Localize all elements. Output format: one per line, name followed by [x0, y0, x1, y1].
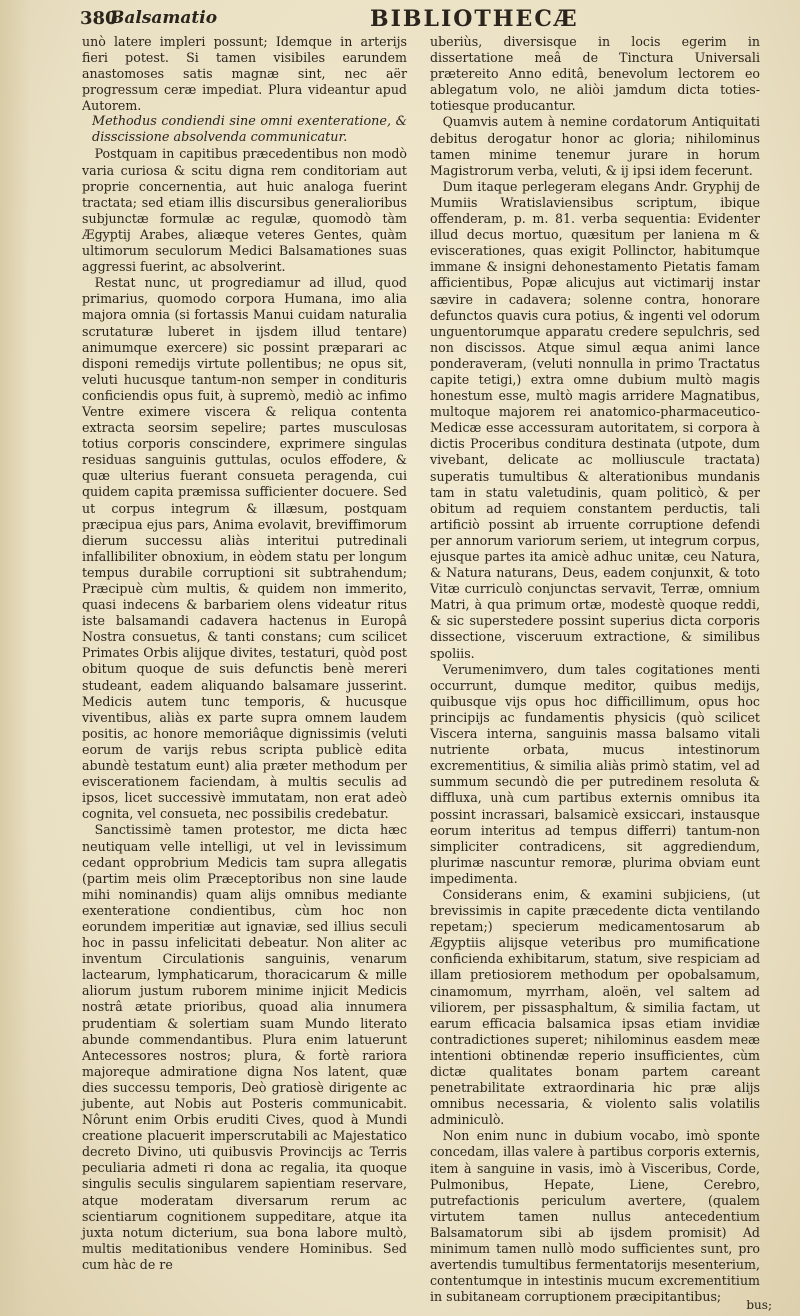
- paragraph: Quamvis autem à nemine cordatorum Antiquitati debitus derogatur honor ac gloria; nihilominus tamen minime tenemur jurare in horum Magistrorum verba, veluti, & ij ipsi idem fecerunt.: [430, 114, 760, 178]
- paragraph: Postquam in capitibus præcedentibus non modò varia curiosa & scitu digna rem conditoriam aut proprie concernentia, aut huic analoga fuerint tractata; sed etiam illis discursibus generalioribus subjunctæ formulæ ac regulæ, quomodò tàm Ægyptij Arabes, aliæque veteres Gentes, quàm ultimorum seculorum Medici Balsamationes suas aggressi fuerint, ac absolverint.: [82, 146, 407, 275]
- paragraph: unò latere impleri possunt; Idemque in arterijs fieri potest. Si tamen visibiles earundem anastomoses satis magnæ sint, nec aër progressum ceræ impediat. Plura videantur apud Autorem.: [82, 34, 407, 114]
- paragraph: Considerans enim, & examini subjiciens, (ut brevissimis in capite præcedente dicta ventilando repetam;) specierum medicamentosarum ab Ægyptiis alijsque veteribus pro mumificatione conficienda exhibitarum, statum, sive respiciam ad illam pretiosiorem methodum per opobalsamum, cinamomum, myrrham, aloën, vel saltem ad viliorem, per pissasphaltum, & similia factam, ut earum efficacia balsamica ipsas etiam invidiæ contradictiones superet; nihilominus easdem meæ intentioni obtinendæ reperio insufficientes, cùm dictæ qualitates bonam partem careant penetrabilitate extraordinaria hic præ alijs omnibus necessaria, & violento salis volatilis adminiculò.: [430, 886, 760, 1128]
- page-number: 380: [80, 8, 118, 29]
- book-title: BIBLIOTHECÆ: [370, 6, 579, 32]
- section-heading: Methodus condiendi sine omni exenteratione, & disscissione absolvenda communicatur.: [92, 114, 407, 146]
- paragraph: uberiùs, diversisque in locis egerim in dissertatione meâ de Tinctura Universali prætereito Anno editâ, benevolum lectorem eo ablegatum volo, ne aliòi jamdum dicta toties-totiesque producantur.: [430, 34, 760, 114]
- page-header: [80, 6, 780, 36]
- right-column: [430, 34, 760, 1305]
- paragraph: Dum itaque perlegeram elegans Andr. Gryphij de Mumiis Wratislaviensibus scriptum, ibique offenderam, p. m. 81. verba sequentia: Evidenter illud decus mortuo, quæsitum per laniena m & eviscerationes, quas exigit Pollinctor, habitumque immane & insigni dehonestamento Pietatis famam afficientibus, Popæ alicujus aut victimarij instar sævire in cadavera; solenne contra, honorare defunctos quavis cura potius, & ingenti vel odorum unguentorumque apparatu credere sepulchris, sed non discissos. Atque simul æqua animi lance ponderaveram, (veluti nonnulla in primo Tractatus capite tetigi,) extra omne dubium multò magis honestum esse, multò magis arridere Magnatibus, multoque majorem rei anatomico-pharmaceutico-Medicæ esse accessuram autoritatem, si corpora à dictis Proceribus conditura destinata (utpote, dum vivebant, delicate ac molliuscule tractata) superatis tumultibus & alterationibus mundanis tam in statu valetudinis, quam politicò, & per obitum ad requiem constantem perductis, tali artificiò possint ab irruente corruptione defendi per annorum variorum seriem, ut integrum corpus, ejusque partes ita amicè adhuc unitæ, ceu Natura, & Natura naturans, Deus, eadem conjunxit, & toto Vitæ curriculò conjunctas servavit, Terræ, omnium Matri, à qua primum ortæ, modestè quoque reddi, & sic superstedere possint superius dicta corporis dissectione, visceruum extractione, & similibus spoliis.: [430, 178, 760, 661]
- paragraph: Non enim nunc in dubium vocabo, imò sponte concedam, illas valere à partibus corporis externis, item à sanguine in vasis, imò à Visceribus, Corde, Pulmonibus, Hepate, Liene, Cerebro, putrefactionis periculum avertere, (qualem virtutem tamen nullus antecedentium Balsamatorum sibi ab ijsdem promisit) Ad minimum tamen nullò modo sufficientes sunt, pro avertendis tumultibus fermentatorijs mesenterium, contentumque in intestinis mucum excrementitium in subitaneam corruptionem præcipitantibus;: [430, 1128, 760, 1305]
- paragraph: Sanctissimè tamen protestor, me dicta hæc neutiquam velle intelligi, ut vel in levissimum cedant opprobrium Medicis tam supra allegatis (partim meis olim Præceptoribus non sine laude mihi nominandis) quam alijs omnibus mediante exenteratione condientibus, cùm hoc non eorundem imperitiæ aut ignaviæ, sed illius seculi hoc in passu infelicitati debeatur. Non aliter ac inventum Circulationis sanguinis, venarum lactearum, lymphaticarum, thoracicarum & mille aliorum justum ruborem minime injicit Medicis nostrâ ætate prioribus, quoad alia innumera prudentiam & solertiam suam Mundo literato abunde commendantibus. Plura enim latuerunt Antecessores nostros; plura, & fortè rariora majoreque admiratione digna Nos latent, quæ dies successu temporis, Deò gratiosè dirigente ac jubente, aut Nobis aut Posteris communicabit. Nôrunt enim Orbis eruditi Cives, quod à Mundi creatione placuerit imperscrutabili ac Majestatico decreto Divino, uti quibusvis Provincijs ac Terris peculiaria admeti ri dona ac regalia, ita quoque singulis seculis singularem sapientiam reservare, atque moderatam diversarum rerum ac scientiarum cognitionem suppeditare, atque ita juxta notum dicterium, sua bona labore multò, multis meditationibus vendere Hominibus. Sed cum hàc de re: [82, 822, 407, 1272]
- left-column: [82, 34, 407, 1273]
- page-gutter-shadow: [0, 0, 30, 1316]
- running-title: Balsamatio: [110, 8, 218, 28]
- paragraph: Verumenimvero, dum tales cogitationes menti occurrunt, dumque meditor, quibus medijs, quibusque vijs opus hoc difficillimum, opus hoc principijs ac fundamentis physicis (quò scilicet Viscera interna, sanguinis massa balsamo vitali nutriente orbata, mucus intestinorum excrementitius, & similia aliàs primò statim, vel ad summum secundò die per putredinem resoluta & diffluxa, unà cum partibus externis omnibus ita possint incrassari, balsamicè exsiccari, instausque eorum interitus ad tempus differri) tantum-non simpliciter contradicens, sit aggrediendum, plurimæ nascuntur remoræ, plurima obviam eunt impedimenta.: [430, 661, 760, 886]
- paragraph: Restat nunc, ut progrediamur ad illud, quod primarius, quomodo corpora Humana, imo alia majora omnia (si fortassis Manui cuidam naturalia scrutaturæ luberet in ijsdem illud tentare) animumque exercere) sic possint præparari ac disponi remedijs virtute pollentibus; ne opus sit, veluti hucusque tantum-non semper in condituris conficiendis opus fuit, à supremò, mediò ac infimo Ventre eximere viscera & reliqua contenta extracta seorsim sepelire; partes musculosas totius corporis conscindere, exprimere singulas residuas sanguinis guttulas, oculos effodere, & quæ ulterius fuerant consueta peragenda, cui quidem capita præmissa sufficienter docuere. Sed ut corpus integrum & illæsum, postquam præcipua ejus pars, Anima evolavit, breviffimorum dierum successu aliàs interitui putredinali infallibiliter obnoxium, in eòdem statu per longum tempus durabile corruptioni sit subtrahendum; Præcipuè cùm multis, & quidem non immerito, quasi indecens & barbariem olens videatur ritus iste balsamandi cadavera hactenus in Europâ Nostra consuetus, & tanti constans; cum scilicet Primates Orbis alijque divites, testaturi, quòd post obitum quoque de suis defunctis benè mereri studeant, eadem aliquando balsamare jusserint. Medicis autem tunc temporis, & hucusque viventibus, aliàs ex parte supra omnem laudem positis, ac honore memoriâque dignissimis (veluti eorum de varijs rebus scripta publicè edita abundè testatum eunt) alia præter methodum per eviscerationem faciendam, à multis seculis ad ipsos, licet successivè immutatam, non erat adeò cognita, vel consueta, nec possibilis credebatur.: [82, 275, 407, 822]
- catchword: bus;: [746, 1298, 772, 1312]
